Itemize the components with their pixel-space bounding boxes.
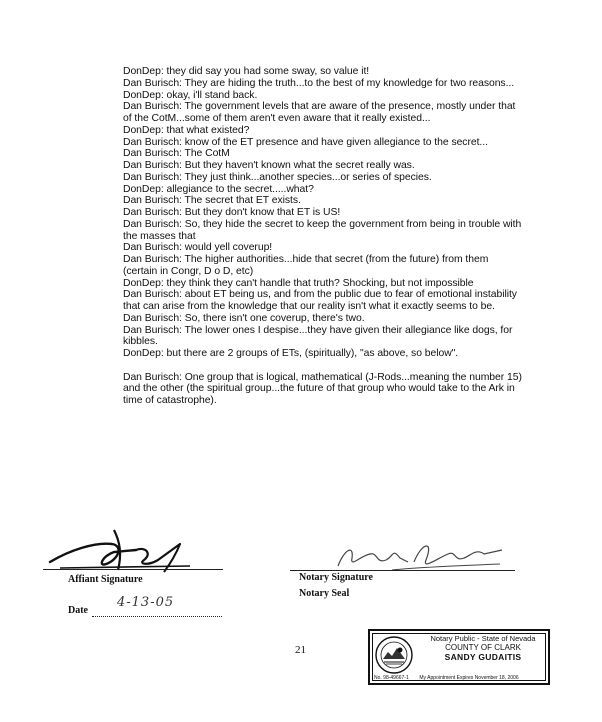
- transcript-line: Dan Burisch: So, they hide the secret to keep the government from being in trouble with the masses that: [123, 218, 522, 242]
- date-line: [92, 616, 222, 617]
- transcript-line: Dan Burisch: would yell coverup!: [123, 242, 273, 254]
- transcript-line: DonDep: okay, i'll stand back.: [123, 89, 258, 101]
- transcript-line: Dan Burisch: They are hiding the truth...to the best of my knowledge for two reasons...: [123, 77, 515, 89]
- transcript-line: Dan Burisch: They just think...another species...or series of species.: [123, 171, 432, 183]
- notary-signature-label: Notary Signature: [299, 572, 373, 583]
- stamp-commission-number: No. 98-49667-1: [374, 675, 409, 681]
- page-number: 21: [295, 644, 306, 656]
- chat-transcript: [123, 66, 523, 407]
- notary-signature-line: [290, 570, 515, 571]
- transcript-line: DonDep: they think they can't handle that truth? Shocking, but not impossible: [123, 277, 474, 289]
- stamp-county-line: COUNTY OF CLARK: [445, 643, 521, 652]
- stamp-footer: [374, 675, 546, 681]
- transcript-line: DonDep: that what existed?: [123, 124, 250, 136]
- notary-seal-label: Notary Seal: [299, 588, 350, 599]
- signature-block: [0, 520, 602, 720]
- affiant-signature-label: Affiant Signature: [68, 574, 143, 585]
- paragraph-gap: [123, 360, 523, 372]
- transcript-line: Dan Burisch: So, there isn't one coverup, there's two.: [123, 312, 365, 324]
- stamp-expiration: My Appointment Expires November 18, 2006: [419, 675, 519, 681]
- transcript-line: Dan Burisch: The CotM: [123, 148, 230, 160]
- transcript-line: Dan Burisch: The higher authorities...hide that secret (from the future) from them (certain in Congr, D o D, etc): [123, 254, 489, 277]
- transcript-line: Dan Burisch: about ET being us, and from the public due to fear of emotional instability that can arise from the knowledge that our reality isn't what it exactly seems to be.: [123, 289, 517, 312]
- transcript-line: Dan Burisch: One group that is logical, mathematical (J-Rods...meaning the number 15) and the other (the spiritual group...the future of that group who would take to the Ark in time of catastrophe).: [123, 371, 522, 406]
- affiant-signature-scribble: [40, 520, 210, 580]
- affiant-signature-line: [43, 569, 223, 570]
- notary-stamp-text: [420, 634, 546, 662]
- transcript-line: DonDep: they did say you had some sway, so value it!: [123, 66, 370, 77]
- transcript-line: Dan Burisch: But they haven't known what the secret really was.: [123, 160, 415, 171]
- transcript-line: Dan Burisch: know of the ET presence and have given allegiance to the secret...: [123, 136, 488, 148]
- transcript-line: Dan Burisch: The government levels that are aware of the presence, mostly under that of the CotM...some of them aren't even aware that it really existed...: [123, 101, 516, 124]
- stamp-state-line: Notary Public - State of Nevada: [430, 634, 536, 643]
- transcript-line: DonDep: allegiance to the secret.....what?: [123, 183, 314, 195]
- notary-stamp: [368, 629, 550, 685]
- state-seal-icon: [374, 635, 414, 675]
- date-label: Date: [68, 605, 88, 616]
- transcript-line: Dan Burisch: The lower ones I despise...they have given their allegiance like dogs, for kibbles.: [123, 324, 513, 348]
- date-value: 4-13-05: [117, 595, 175, 610]
- stamp-notary-name: SANDY GUDAITIS: [444, 652, 522, 662]
- transcript-line: Dan Burisch: But they don't know that ET is US!: [123, 207, 341, 218]
- transcript-line: DonDep: but there are 2 groups of ETs, (spiritually), "as above, so below".: [123, 348, 459, 359]
- transcript-line: Dan Burisch: The secret that ET exists.: [123, 195, 301, 207]
